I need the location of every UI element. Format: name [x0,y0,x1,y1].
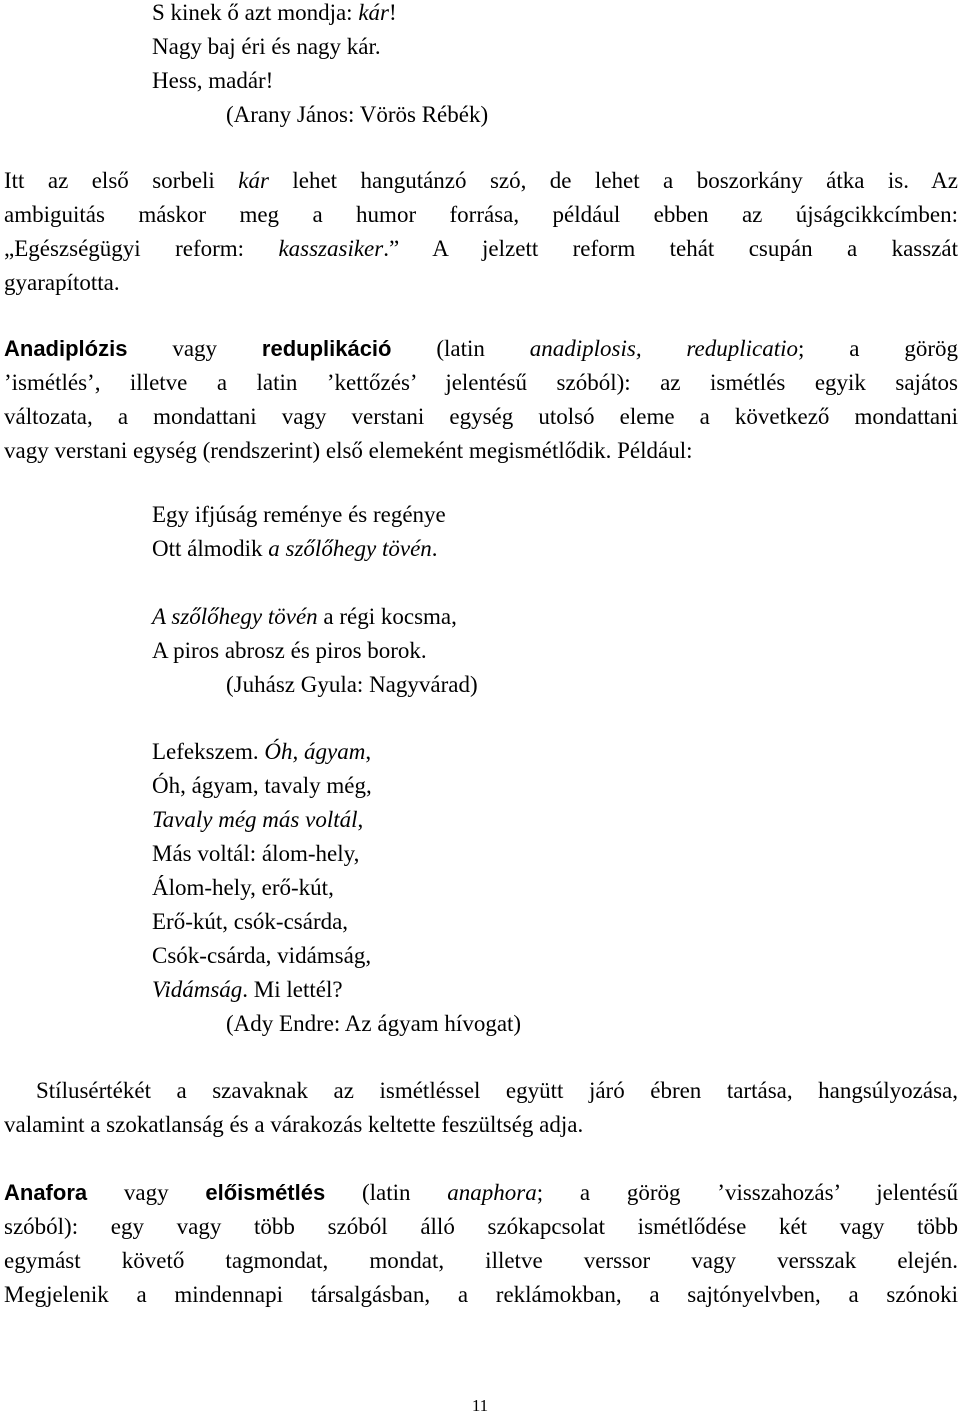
term-reduplikacio: reduplikáció [261,336,392,361]
term-eloismetles: előismétlés [205,1180,326,1205]
para4-line-2: szóból): egy vagy több szóból álló szókapcsolat ismétlődése két vagy több [4,1214,958,1239]
text: , [357,807,364,832]
para4-line-3: egymást követő tagmondat, mondat, illetve verssor vagy versszak elején. [4,1248,958,1273]
text: Lefekszem. [152,739,265,764]
poem2-line-1: Egy ifjúság reménye és regénye [152,502,446,527]
text: vagy [127,336,262,361]
paragraph-anaphora [4,1176,958,1312]
text: lehet hangutánzó szó, de lehet a boszorkány átka is. Az [268,168,958,193]
text: . [431,536,438,561]
text: , [365,739,372,764]
poem3-line-3 [152,803,363,837]
para1-line-1 [4,164,958,198]
para4-line-1 [4,1176,958,1210]
text: vagy [87,1180,206,1205]
poem2-line-3 [152,600,457,634]
para2-line-4: vagy verstani egység (rendszerint) első elemeként megismétlődik. Például: [4,438,693,463]
text: (latin [391,336,530,361]
poem3-line-1 [152,735,371,769]
poem3-line-4: Más voltál: álom-hely, [152,841,360,866]
poem3-line-5: Álom-hely, erő-kút, [152,875,334,900]
poem2-attribution: (Juhász Gyula: Nagyvárad) [226,672,478,697]
poem3-attribution: (Ady Endre: Az ágyam hívogat) [226,1011,522,1036]
poem1-attribution: (Arany János: Vörös Rébék) [226,102,489,127]
italic-text: Óh, ágyam [264,739,366,764]
para1-line-4: gyarapította. [4,270,120,295]
poem2-line-4: A piros abrosz és piros borok. [152,638,427,663]
poem3-line-6: Erő-kút, csók-csárda, [152,909,349,934]
poem3-line-2: Óh, ágyam, tavaly még, [152,773,372,798]
italic-text: anadiplosis, reduplicatio [529,336,799,361]
para2-line-3: változata, a mondattani vagy verstani egység utolsó eleme a következő mondattani [4,404,958,429]
poem1-line-1 [152,0,397,30]
text: Ott álmodik [152,536,269,561]
text: .” A jelzett reform tehát csupán a kasszát [383,236,958,261]
para2-line-1 [4,332,958,366]
poem2-line-2 [152,532,438,566]
text: a régi kocsma, [317,604,457,629]
poem1-line-2: Nagy baj éri és nagy kár. [152,34,381,59]
para2-line-2: ’ismétlés’, illetve a latin ’kettőzés’ jelentésű szóból): az ismétlés egyik sajátos [4,370,958,395]
term-anadiplozis: Anadiplózis [4,336,128,361]
para4-line-4: Megjelenik a mindennapi társalgásban, a reklámokban, a sajtónyelvben, a szónoki [4,1282,958,1307]
para3-line-2: valamint a szokatlanság és a várakozás keltette feszültség adja. [4,1112,584,1137]
text: ; a görög ’visszahozás’ jelentésű [536,1180,958,1205]
text: Itt az első sorbeli [4,168,239,193]
paragraph-style-value [4,1074,958,1142]
italic-text: a szőlőhegy tövén [268,536,432,561]
term-anafora: Anafora [4,1180,88,1205]
italic-text: Tavaly még más voltál [152,807,358,832]
para3-line-1: Stílusértékét a szavaknak az ismétléssel együtt járó ébren tartása, hangsúlyozása, [36,1078,958,1103]
paragraph-anadiplosis [4,332,958,468]
page-number: 11 [471,1396,489,1415]
text: . Mi lettél? [242,977,343,1002]
poem3-line-8 [152,973,343,1007]
text: ; a görög [798,336,958,361]
italic-text: kasszasiker [278,236,384,261]
poem1-line-3: Hess, madár! [152,68,274,93]
italic-text: anaphora [447,1180,537,1205]
paragraph-ambiguity [4,164,958,300]
italic-text: Vidámság [152,977,243,1002]
italic-text: kár [238,168,269,193]
italic-text: kár [358,0,389,25]
text: S kinek ő azt mondja: [152,0,359,25]
para1-line-3 [4,232,958,266]
poem3-line-7: Csók-csárda, vidámság, [152,943,372,968]
text: (latin [325,1180,448,1205]
italic-text: A szőlőhegy tövén [152,604,318,629]
text: „Egészségügyi reform: [4,236,279,261]
para1-line-2: ambiguitás máskor meg a humor forrása, például ebben az újságcikkcímben: [4,202,958,227]
text: ! [389,0,397,25]
